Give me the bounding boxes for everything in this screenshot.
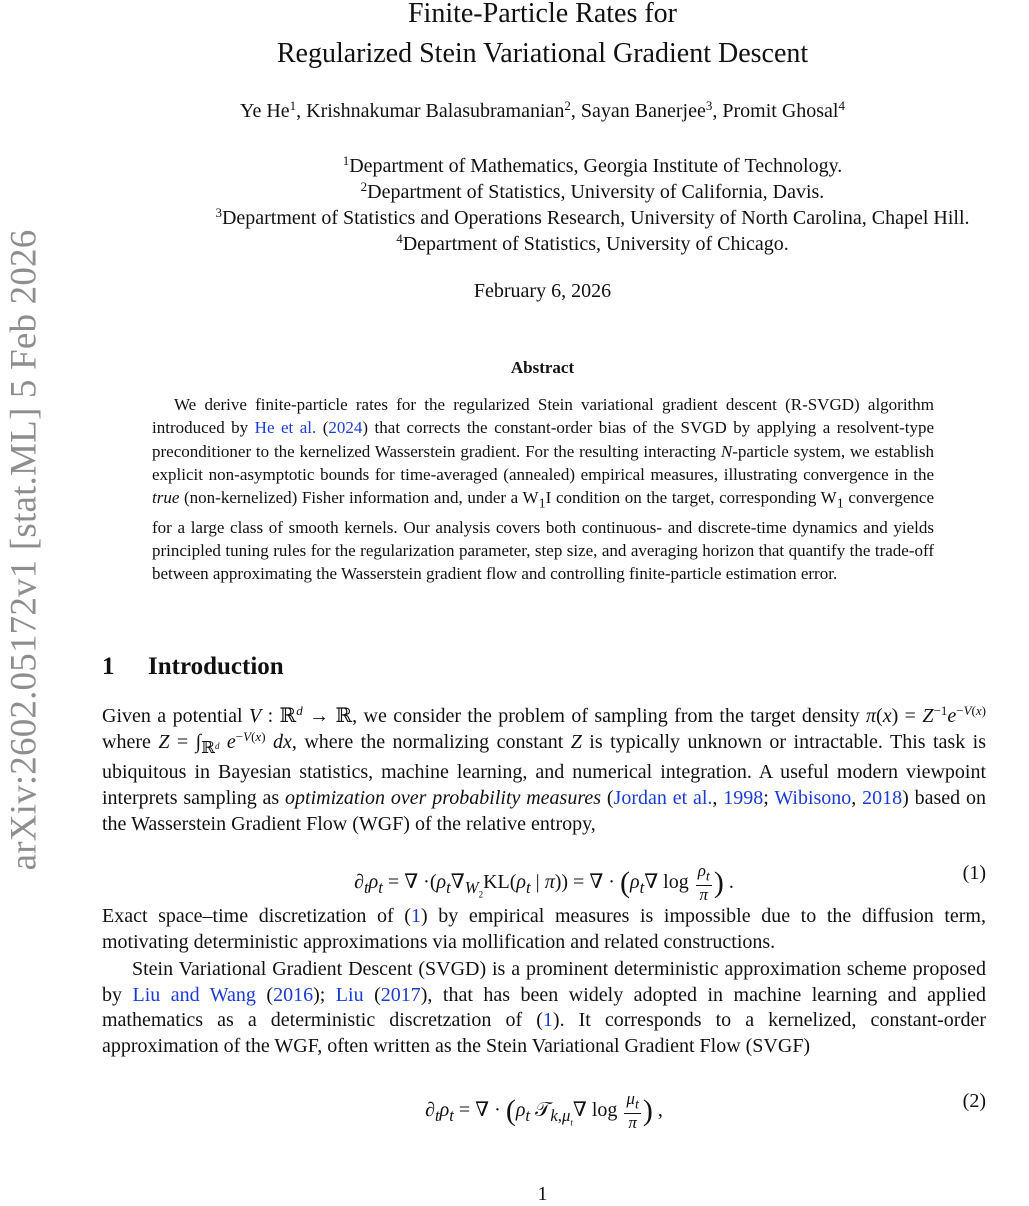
citation-link[interactable]: Wibisono <box>774 787 852 810</box>
author-list: Ye He$^1$, Krishnakumar Balasubramanian$^2$, Sayan Banerjee$^3$, Promit Ghosal$^4$ <box>240 98 845 122</box>
intro-paragraph-1: Given a potential V : ℝ$^d$ → ℝ, we consider the problem of sampling from the target density $\pi(x) = Z^{-1}e^{-V(x)}$ where $Z = \int_{ℝ^d}$ $e^{-V(x)}$ dx, where the normalizing constant Z is typically unknown or intractable. This task is ubiquitous in Bayesian statistics, machine learning, and numerical integration. A useful modern viewpoint interprets sampling as optimization over probability measures (Jordan et al., 1998; Wibisono, 2018) based on the Wasserstein Gradient Flow (WGF) of the relative entropy, <box>102 703 987 835</box>
arxiv-stamp <box>0 200 45 900</box>
intro-paragraph-3: Stein Variational Gradient Descent (SVGD) is a prominent deterministic approximation scheme proposed by Liu and Wang (2016); Liu (2017), that has been widely adopted in machine learning and applied mathematics as a deterministic discretzation of (1). It corresponds to a kernelized, constant-order approximation of the WGF, often written as the Stein Variational Gradient Flow (SVGF) <box>102 958 986 1058</box>
arxiv-identifier: arXiv:2602.05172v1 [stat.ML] 5 Feb 2026 <box>3 229 45 871</box>
affiliation: $^1$Department of Mathematics, Georgia Institute of Technology. <box>342 153 843 177</box>
equation-ref-link[interactable]: 1 <box>410 905 421 927</box>
citation-year-link[interactable]: 2024 <box>328 418 363 438</box>
citation-link[interactable]: Jordan et al. <box>613 787 713 810</box>
equation-1-body: $\partial_t\rho_t$ = ∇ $\cdot(\rho_t\nabla_{W_2}KL(\rho_t$ | π)) = ∇ · ($\rho_t\nabla$ log $\frac{\rho_t}{\pi}$ ) . <box>354 861 734 905</box>
equation-2-tag: (2) <box>962 1090 986 1112</box>
affiliation: $^4$Department of Statistics, University of Chicago. <box>396 231 789 255</box>
citation-year-link[interactable]: 2018 <box>862 787 903 810</box>
title-line-1: Finite-Particle Rates for <box>407 0 678 29</box>
citation-link[interactable]: He et al. <box>254 418 317 438</box>
equation-ref-link[interactable]: 1 <box>542 1009 553 1032</box>
author-sup: 1 <box>289 98 297 113</box>
affiliation: $^3$Department of Statistics and Operations Research, University of North Carolina, Chapel Hill. <box>215 205 970 229</box>
citation-year-link[interactable]: 2017 <box>380 983 421 1006</box>
citation-year-link[interactable]: 1998 <box>723 787 764 810</box>
author-name: Promit Ghosal <box>722 100 839 122</box>
citation-link[interactable]: Liu and Wang <box>132 983 256 1006</box>
author-sup: 3 <box>705 98 713 113</box>
section-heading <box>102 653 284 681</box>
equation-1 <box>102 861 986 905</box>
abstract-body: We derive finite-particle rates for the regularized Stein variational gradient descent (R-SVGD) algorithm introduced by He et al. (2024) that corrects the constant-order bias of the SVGD by applying a resolvent-type preconditioner to the kernelized Wasserstein gradient. For the resulting interacting N-particle system, we establish explicit non-asymptotic bounds for time-averaged (annealed) empirical measures, illustrating convergence in the true (non-kernelized) Fisher information and, under a $W_1I$ condition on the target, corresponding $W_1$ convergence for a large class of smooth kernels. Our analysis covers both continuous- and discrete-time dynamics and yields principled tuning rules for the regularization parameter, step size, and averaging horizon that quantify the trade-off between approximating the Wasserstein gradient flow and controlling finite-particle estimation error. <box>152 395 935 584</box>
publication-date: February 6, 2026 <box>473 280 612 302</box>
citation-link[interactable]: Liu <box>335 983 364 1006</box>
abstract-heading: Abstract <box>510 358 575 377</box>
author-name: Krishnakumar Balasubramanian <box>306 100 565 122</box>
equation-2-body: $\partial_t\rho_t$ = ∇ · ($\rho_t$ 𝒯$_{k,\mu_t}$∇ log $\frac{\mu_t}{\pi}$ ) , <box>425 1089 663 1133</box>
intro-paragraph-2: Exact space–time discretization of (1) by empirical measures is impossible due to the diffusion term, motivating deterministic approximations via mollification and related constructions. <box>102 905 986 953</box>
affiliation-list <box>100 153 1029 257</box>
title-line-2: Regularized Stein Variational Gradient Descent <box>276 38 809 69</box>
paper-title <box>0 0 1029 74</box>
page-number: 1 <box>537 1183 548 1205</box>
section-title: Introduction <box>148 653 284 680</box>
author-sup: 2 <box>564 98 571 113</box>
affiliation: $^2$Department of Statistics, University of California, Davis. <box>360 179 825 203</box>
equation-2 <box>102 1089 986 1133</box>
section-number: 1 <box>102 653 115 680</box>
author-name: Ye He <box>240 100 290 122</box>
author-sup: 4 <box>838 98 845 113</box>
author-name: Sayan Banerjee <box>580 100 706 122</box>
citation-year-link[interactable]: 2016 <box>273 983 314 1006</box>
equation-1-tag: (1) <box>962 862 986 884</box>
